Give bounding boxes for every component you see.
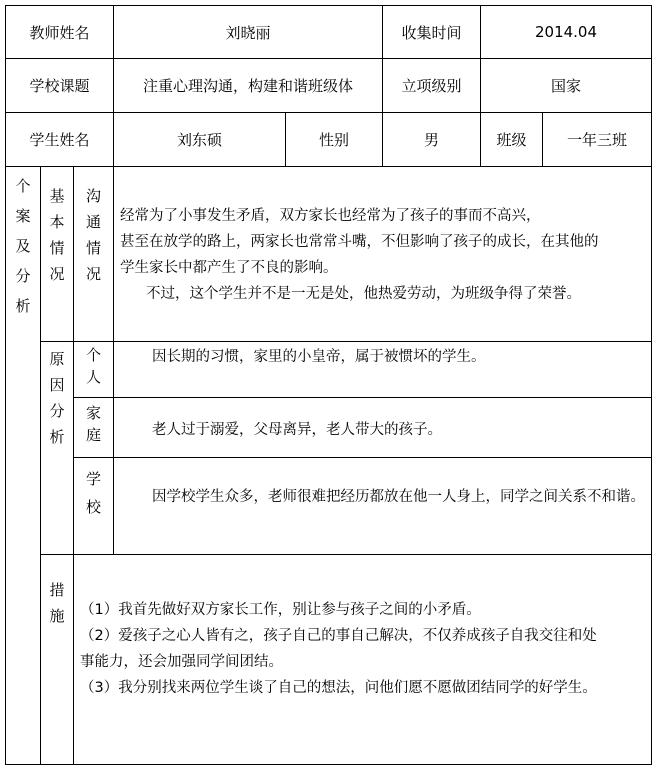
cause-analysis-label: 原 因 分 析 [40,341,73,554]
basic-situation-label: 基 本 情 况 [40,166,73,341]
gender-label: 性别 [285,112,382,166]
measures-label: 措 施 [40,554,73,765]
collect-time-value: 2014.04 [480,5,652,58]
family-label: 家 庭 [73,397,113,457]
personal-label: 个 人 [73,341,113,397]
collect-time-label: 收集时间 [382,5,480,58]
school-content: 因学校学生众多，老师很难把经历都放在他一人身上，同学之间关系不和谐。 [113,457,652,554]
student-name-value: 刘东硕 [113,112,285,166]
student-name-label: 学生姓名 [5,112,113,166]
basic-situation-content: 经常为了小事发生矛盾，双方家长也经常为了孩子的事而不高兴， 甚至在放学的路上，两家长也常常斗嘴，不但影响了孩子的成长，在其他的 学生家长中都产生了不良的影响。 不过，这个学生并不是一无是处，他热爱劳动，为班级争得了荣誉。 [113,166,652,341]
school-topic-label: 学校课题 [5,58,113,112]
communication-label: 沟 通 情 况 [73,166,113,341]
family-content: 老人过于溺爱，父母离异，老人带大的孩子。 [113,397,652,457]
project-level-label: 立项级别 [382,58,480,112]
measures-content: （1）我首先做好双方家长工作，别让参与孩子之间的小矛盾。 （2）爱孩子之心人皆有之，孩子自己的事自己解决，不仅养成孩子自我交往和处 事能力，还会加强同学间团结。 （3）我分别找来两位学生谈了自己的想法，问他们愿不愿做团结同学的好学生。 [73,554,652,765]
case-analysis-label: 个 案 及 分 析 [5,166,40,765]
project-level-value: 国家 [480,58,652,112]
school-label: 学 校 [73,457,113,554]
gender-value: 男 [382,112,480,166]
teacher-name-value: 刘晓丽 [113,5,382,58]
personal-content: 因长期的习惯，家里的小皇帝，属于被惯坏的学生。 [113,341,652,397]
class-value: 一年三班 [542,112,652,166]
school-topic-value: 注重心理沟通，构建和谐班级体 [113,58,382,112]
teacher-name-label: 教师姓名 [5,5,113,58]
class-label: 班级 [480,112,542,166]
